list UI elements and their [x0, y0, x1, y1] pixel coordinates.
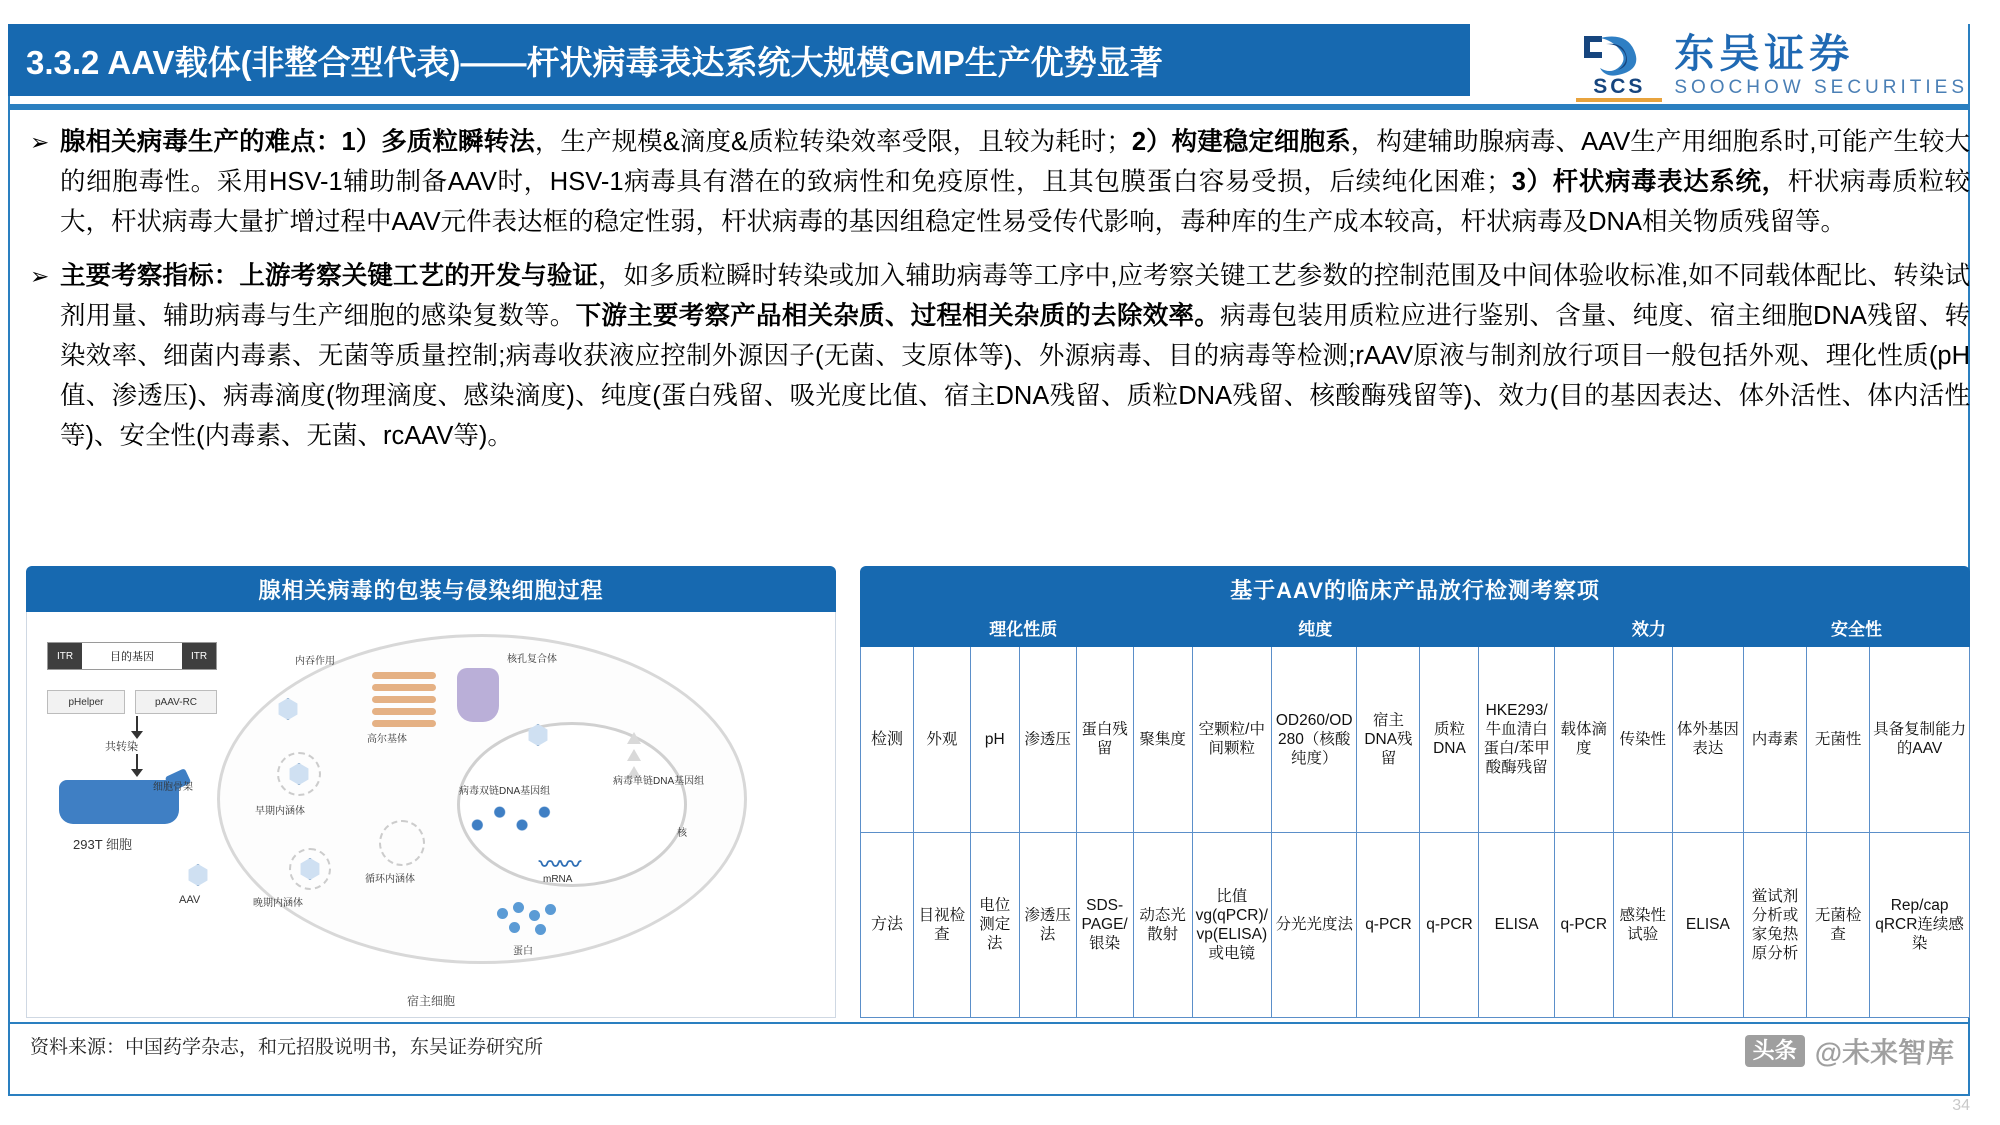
cell-method-3: SDS-PAGE/银染 — [1076, 832, 1133, 1018]
golgi-apparatus-icon — [372, 672, 436, 724]
right-panel-title: 基于AAV的临床产品放行检测考察项 — [860, 566, 1970, 612]
aav-label: AAV — [179, 894, 201, 906]
cell-method-4: 动态光散射 — [1133, 832, 1192, 1018]
cell-method-11: 感染性试验 — [1613, 832, 1672, 1018]
cell-method-13: 鲎试剂分析或家兔热原分析 — [1744, 832, 1807, 1018]
cell-detection-15: 具备复制能力的AAV — [1870, 647, 1970, 833]
cell-detection-0: 外观 — [913, 647, 970, 833]
table-group-header-row — [861, 613, 1970, 647]
aav-packaging-diagram — [27, 612, 835, 1017]
cell-method-14: 无菌检查 — [1807, 832, 1870, 1018]
aav-particle-icon — [187, 864, 209, 886]
bullet-marker-icon: ➢ — [30, 263, 50, 289]
target-gene-label: 目的基因 — [110, 651, 154, 663]
logo-wordmark — [1674, 32, 1968, 100]
scs-logo-icon — [1576, 30, 1662, 102]
group-header-blank — [861, 613, 971, 647]
cell-detection-13: 内毒素 — [1744, 647, 1807, 833]
cell-detection-10: 载体滴度 — [1554, 647, 1613, 833]
organelle-icon — [457, 668, 499, 722]
release-testing-table-wrapper — [860, 612, 1970, 1018]
nuclear-pore-label: 核孔复合体 — [507, 654, 557, 665]
dsdna-label: 病毒双链DNA基因组 — [459, 786, 551, 797]
logo-english-name: SOOCHOW SECURITIES — [1674, 77, 1968, 98]
bullet-item — [26, 256, 1970, 456]
group-header-purity: 纯度 — [1076, 613, 1554, 647]
cell-detection-14: 无菌性 — [1807, 647, 1870, 833]
cell-detection-3: 蛋白残留 — [1076, 647, 1133, 833]
mrna-strand-icon: 〰〰 — [539, 852, 580, 877]
downward-arrow-icon-2 — [127, 754, 147, 778]
row-label-detection: 检测 — [861, 647, 914, 833]
phelper-plasmid: pHelper — [47, 690, 125, 714]
cell-method-12: ELISA — [1672, 832, 1743, 1018]
cell-method-10: q-PCR — [1554, 832, 1613, 1018]
row-label-method: 方法 — [861, 832, 914, 1018]
cell-detection-7: 宿主DNA残留 — [1357, 647, 1420, 833]
downward-arrow-icon — [127, 716, 147, 740]
group-header-potency: 效力 — [1554, 613, 1743, 647]
left-panel-body — [26, 612, 836, 1018]
cell-method-6: 分光光度法 — [1271, 832, 1356, 1018]
left-panel-title: 腺相关病毒的包装与侵染细胞过程 — [26, 566, 836, 612]
watermark-text: @未来智库 — [1814, 1037, 1954, 1068]
cell-detection-8: 质粒DNA — [1420, 647, 1479, 833]
cell-detection-9: HKE293/牛血清白蛋白/苯甲酸酶残留 — [1479, 647, 1554, 833]
group-header-safety: 安全性 — [1744, 613, 1970, 647]
nucleus-label: 核 — [677, 828, 687, 839]
early-endosome-label: 早期内涵体 — [255, 806, 305, 817]
itr-left-label: ITR — [48, 643, 82, 669]
watermark-badge: 头条 — [1745, 1035, 1805, 1067]
cell-detection-11: 传染性 — [1613, 647, 1672, 833]
table-row-detection — [861, 647, 1970, 833]
recycling-endosome-label: 循环内涵体 — [365, 874, 415, 885]
company-logo — [1576, 30, 1968, 102]
gene-construct — [47, 642, 217, 670]
body-content — [26, 122, 1970, 470]
late-endosome-label: 晚期内涵体 — [253, 898, 303, 909]
title-divider — [8, 104, 1970, 110]
golgi-label: 高尔基体 — [367, 734, 407, 745]
table-row-method — [861, 832, 1970, 1018]
cytoskeleton-label: 细胞骨架 — [153, 782, 193, 793]
cell-detection-5: 空颗粒/中间颗粒 — [1192, 647, 1271, 833]
protein-label: 蛋白 — [513, 946, 533, 957]
mrna-label: mRNA — [543, 874, 573, 885]
paav-rc-plasmid: pAAV-RC — [135, 690, 217, 714]
page-number: 34 — [1952, 1097, 1970, 1114]
bullet-item — [26, 122, 1970, 242]
protein-molecules-icon — [497, 902, 567, 936]
cell-method-1: 电位测定法 — [970, 832, 1019, 1018]
recycling-endosome-vesicle — [379, 820, 425, 866]
dna-double-helix-icon — [467, 802, 553, 848]
cell-method-9: ELISA — [1479, 832, 1554, 1018]
bullet-text-2: 主要考察指标：上游考察关键工艺的开发与验证，如多质粒瞬时转染或加入辅助病毒等工序中,应考察关键工艺参数的控制范围及中间体验收标准,如不同载体配比、转染试剂用量、辅助病毒与生产细胞的感染复数等。下游主要考察产品相关杂质、过程相关杂质的去除效率。病毒包装用质粒应进行鉴别、含量、纯度、宿主细胞DNA残留、转染效率、细菌内毒素、无菌等质量控制;病毒收获液应控制外源因子(无菌、支原体等)、外源病毒、目的病毒等检测;rAAV原液与制剂放行项目一般包括外观、理化性质(pH值、渗透压)、病毒滴度(物理滴度、感染滴度)、纯度(蛋白残留、吸光度比值、宿主DNA残留、质粒DNA残留、核酸酶残留等)、效力(目的基因表达、体外活性、体内活性等)、安全性(内毒素、无菌、rcAAV等)。 — [60, 262, 1970, 450]
source-note: 资料来源：中国药学杂志，和元招股说明书，东吴证券研究所 — [30, 1037, 544, 1058]
group-header-physicochemical: 理化性质 — [970, 613, 1076, 647]
bullet-marker-icon: ➢ — [30, 129, 50, 155]
cell-method-0: 目视检查 — [913, 832, 970, 1018]
bullet-text-1: 腺相关病毒生产的难点：1）多质粒瞬转法，生产规模&滴度&质粒转染效率受限，且较为耗时；2）构建稳定细胞系，构建辅助腺病毒、AAV生产用细胞系时,可能产生较大的细胞毒性。采用HSV-1辅助制备AAV时，HSV-1病毒具有潜在的致病性和免疫原性，且其包膜蛋白容易受损，后续纯化困难；3）杆状病毒表达系统，杆状病毒质粒较大，杆状病毒大量扩增过程中AAV元件表达框的稳定性弱，杆状病毒的基因组稳定性易受传代影响，毒种库的生产成本较高，杆状病毒及DNA相关物质残留等。 — [60, 128, 1970, 236]
footer-divider — [8, 1022, 1970, 1024]
release-testing-table — [860, 612, 1970, 1018]
endocytosis-label: 内吞作用 — [295, 656, 335, 667]
cell-method-8: q-PCR — [1420, 832, 1479, 1018]
cell-detection-6: OD260/OD280（核酸纯度） — [1271, 647, 1356, 833]
ssdna-label: 病毒单链DNA基因组 — [613, 776, 705, 787]
cell-detection-2: 渗透压 — [1019, 647, 1076, 833]
cell-detection-1: pH — [970, 647, 1019, 833]
cell-detection-4: 聚集度 — [1133, 647, 1192, 833]
watermark — [1745, 1031, 1954, 1071]
cell-method-7: q-PCR — [1357, 832, 1420, 1018]
slide-title-bar — [8, 24, 1470, 96]
logo-chinese-name: 东吴证券 — [1674, 32, 1855, 76]
scs-logo-text: SCS — [1576, 76, 1662, 102]
co-transfection-label: 共转染 — [105, 741, 138, 753]
cell-method-15: Rep/cap qRCR连续感染 — [1870, 832, 1970, 1018]
host-cell-caption: 宿主细胞 — [406, 994, 455, 1008]
cell-method-2: 渗透压法 — [1019, 832, 1076, 1018]
cell-method-5: 比值vg(qPCR)/vp(ELISA)或电镜 — [1192, 832, 1271, 1018]
page-title: 3.3.2 AAV载体(非整合型代表)——杆状病毒表达系统大规模GMP生产优势显著 — [26, 43, 1163, 81]
cell-detection-12: 体外基因表达 — [1672, 647, 1743, 833]
cell-line-label: 293T 细胞 — [73, 837, 133, 852]
itr-right-label: ITR — [182, 643, 216, 669]
